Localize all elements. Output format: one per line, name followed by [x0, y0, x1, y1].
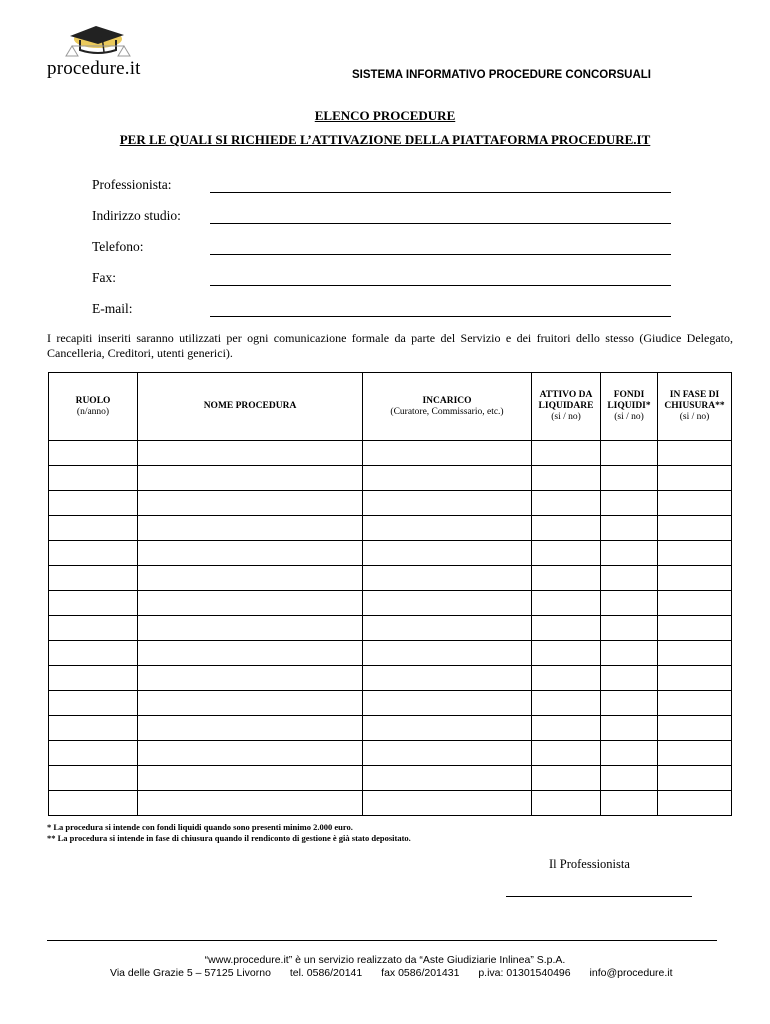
- table-cell-attivo-da-liquidare[interactable]: [532, 566, 601, 591]
- table-cell-ruolo[interactable]: [49, 491, 138, 516]
- table-cell-nome-procedura[interactable]: [138, 591, 363, 616]
- table-cell-attivo-da-liquidare[interactable]: [532, 791, 601, 816]
- table-cell-incarico[interactable]: [363, 641, 532, 666]
- table-cell-ruolo[interactable]: [49, 741, 138, 766]
- footer-fax: fax 0586/201431: [381, 967, 460, 979]
- table-cell-incarico[interactable]: [363, 666, 532, 691]
- table-row: [49, 691, 732, 716]
- table-cell-in-fase-di-chiusura[interactable]: [658, 716, 732, 741]
- logo-text: procedure.it: [47, 58, 141, 79]
- table-cell-incarico[interactable]: [363, 591, 532, 616]
- table-cell-fondi-liquidi[interactable]: [601, 441, 658, 466]
- table-row: [49, 716, 732, 741]
- table-cell-in-fase-di-chiusura[interactable]: [658, 666, 732, 691]
- table-cell-nome-procedura[interactable]: [138, 516, 363, 541]
- column-header-ruolo: RUOLO (n/anno): [49, 373, 138, 441]
- table-cell-incarico[interactable]: [363, 691, 532, 716]
- table-cell-ruolo[interactable]: [49, 691, 138, 716]
- table-cell-attivo-da-liquidare[interactable]: [532, 516, 601, 541]
- table-cell-nome-procedura[interactable]: [138, 466, 363, 491]
- table-cell-nome-procedura[interactable]: [138, 691, 363, 716]
- table-cell-nome-procedura[interactable]: [138, 666, 363, 691]
- table-cell-incarico[interactable]: [363, 791, 532, 816]
- table-cell-ruolo[interactable]: [49, 566, 138, 591]
- footer-service-credit: “www.procedure.it” è un servizio realizzato da “Aste Giudiziarie Inlinea” S.p.A.: [204, 954, 566, 966]
- table-cell-fondi-liquidi[interactable]: [601, 666, 658, 691]
- table-row: [49, 666, 732, 691]
- table-cell-incarico[interactable]: [363, 466, 532, 491]
- table-row: [49, 466, 732, 491]
- table-row: [49, 566, 732, 591]
- table-cell-incarico[interactable]: [363, 516, 532, 541]
- column-header-attivo-da-liquidare: ATTIVO DA LIQUIDARE (si / no): [532, 373, 601, 441]
- table-cell-in-fase-di-chiusura[interactable]: [658, 766, 732, 791]
- field-line-fax[interactable]: [210, 284, 671, 286]
- contact-notice: I recapiti inseriti saranno utilizzati per ogni comunicazione formale da parte del Servizio e dei fruitori dello stesso (Giudice Delegato, Cancelleria, Creditori, utenti generici).: [47, 331, 733, 360]
- field-line-telefono[interactable]: [210, 253, 671, 255]
- table-cell-fondi-liquidi[interactable]: [601, 541, 658, 566]
- table-header-row: [49, 373, 732, 441]
- table-cell-nome-procedura[interactable]: [138, 791, 363, 816]
- table-cell-fondi-liquidi[interactable]: [601, 791, 658, 816]
- field-label-fax: Fax:: [92, 270, 117, 285]
- table-cell-nome-procedura[interactable]: [138, 741, 363, 766]
- table-cell-attivo-da-liquidare[interactable]: [532, 441, 601, 466]
- table-cell-nome-procedura[interactable]: [138, 491, 363, 516]
- table-cell-incarico[interactable]: [363, 441, 532, 466]
- table-cell-fondi-liquidi[interactable]: [601, 591, 658, 616]
- table-cell-in-fase-di-chiusura[interactable]: [658, 441, 732, 466]
- field-label-email: E-mail:: [92, 301, 133, 316]
- footer-address: Via delle Grazie 5 – 57125 Livorno: [110, 967, 271, 979]
- footer-divider: [47, 940, 717, 941]
- column-header-in-fase-di-chiusura: IN FASE DI CHIUSURA** (si / no): [658, 373, 732, 441]
- table-row: [49, 516, 732, 541]
- table-cell-in-fase-di-chiusura[interactable]: [658, 541, 732, 566]
- table-cell-attivo-da-liquidare[interactable]: [532, 616, 601, 641]
- table-cell-ruolo[interactable]: [49, 666, 138, 691]
- table-cell-attivo-da-liquidare[interactable]: [532, 491, 601, 516]
- table-cell-nome-procedura[interactable]: [138, 616, 363, 641]
- table-cell-ruolo[interactable]: [49, 791, 138, 816]
- table-cell-nome-procedura[interactable]: [138, 541, 363, 566]
- table-cell-ruolo[interactable]: [49, 541, 138, 566]
- table-cell-attivo-da-liquidare[interactable]: [532, 541, 601, 566]
- table-cell-fondi-liquidi[interactable]: [601, 766, 658, 791]
- footer-piva: p.iva: 01301540496: [478, 967, 571, 979]
- table-cell-fondi-liquidi[interactable]: [601, 691, 658, 716]
- procedures-table: [48, 372, 732, 816]
- table-row: [49, 441, 732, 466]
- table-cell-in-fase-di-chiusura[interactable]: [658, 691, 732, 716]
- footer-contacts: [110, 967, 689, 979]
- table-cell-attivo-da-liquidare[interactable]: [532, 766, 601, 791]
- table-cell-attivo-da-liquidare[interactable]: [532, 741, 601, 766]
- system-title: SISTEMA INFORMATIVO PROCEDURE CONCORSUALI: [352, 69, 652, 81]
- procedure-it-logo: [44, 22, 164, 80]
- table-cell-fondi-liquidi[interactable]: [601, 466, 658, 491]
- table-cell-in-fase-di-chiusura[interactable]: [658, 491, 732, 516]
- field-line-email[interactable]: [210, 315, 671, 317]
- table-cell-ruolo[interactable]: [49, 516, 138, 541]
- table-cell-in-fase-di-chiusura[interactable]: [658, 591, 732, 616]
- table-cell-ruolo[interactable]: [49, 641, 138, 666]
- table-cell-ruolo[interactable]: [49, 441, 138, 466]
- table-body: [49, 441, 732, 816]
- table-cell-attivo-da-liquidare[interactable]: [532, 716, 601, 741]
- table-cell-nome-procedura[interactable]: [138, 641, 363, 666]
- table-cell-incarico[interactable]: [363, 716, 532, 741]
- table-cell-ruolo[interactable]: [49, 466, 138, 491]
- footnote-fase-chiusura: ** La procedura si intende in fase di chiusura quando il rendiconto di gestione è già stato depositato.: [47, 833, 411, 843]
- field-label-indirizzo: Indirizzo studio:: [92, 208, 181, 223]
- table-cell-fondi-liquidi[interactable]: [601, 741, 658, 766]
- table-row: [49, 591, 732, 616]
- table-cell-ruolo[interactable]: [49, 616, 138, 641]
- table-cell-in-fase-di-chiusura[interactable]: [658, 516, 732, 541]
- table-cell-ruolo[interactable]: [49, 766, 138, 791]
- table-row: [49, 491, 732, 516]
- table-cell-attivo-da-liquidare[interactable]: [532, 466, 601, 491]
- table-cell-attivo-da-liquidare[interactable]: [532, 591, 601, 616]
- table-cell-nome-procedura[interactable]: [138, 566, 363, 591]
- table-cell-incarico[interactable]: [363, 616, 532, 641]
- column-header-fondi-liquidi: FONDI LIQUIDI* (si / no): [601, 373, 658, 441]
- table-cell-fondi-liquidi[interactable]: [601, 516, 658, 541]
- field-line-professionista[interactable]: [210, 191, 671, 193]
- footnotes: [47, 822, 411, 844]
- table-cell-ruolo[interactable]: [49, 716, 138, 741]
- table-cell-in-fase-di-chiusura[interactable]: [658, 741, 732, 766]
- table-cell-attivo-da-liquidare[interactable]: [532, 641, 601, 666]
- column-header-nome-procedura: NOME PROCEDURA: [138, 373, 363, 441]
- table-cell-incarico[interactable]: [363, 741, 532, 766]
- footer-email: info@procedure.it: [589, 967, 673, 979]
- signature-line[interactable]: [506, 896, 692, 897]
- footer-tel: tel. 0586/20141: [289, 967, 363, 979]
- table-cell-in-fase-di-chiusura[interactable]: [658, 791, 732, 816]
- table-cell-attivo-da-liquidare[interactable]: [532, 691, 601, 716]
- field-line-indirizzo[interactable]: [210, 222, 671, 224]
- table-row: [49, 541, 732, 566]
- table-cell-fondi-liquidi[interactable]: [601, 616, 658, 641]
- document-subtitle: PER LE QUALI SI RICHIEDE L’ATTIVAZIONE DELLA PIATTAFORMA PROCEDURE.IT: [119, 132, 651, 147]
- table-cell-fondi-liquidi[interactable]: [601, 491, 658, 516]
- table-cell-attivo-da-liquidare[interactable]: [532, 666, 601, 691]
- table-cell-in-fase-di-chiusura[interactable]: [658, 641, 732, 666]
- table-row: [49, 641, 732, 666]
- table-cell-fondi-liquidi[interactable]: [601, 716, 658, 741]
- table-cell-ruolo[interactable]: [49, 591, 138, 616]
- table-cell-in-fase-di-chiusura[interactable]: [658, 466, 732, 491]
- table-cell-fondi-liquidi[interactable]: [601, 566, 658, 591]
- table-cell-nome-procedura[interactable]: [138, 766, 363, 791]
- table-cell-incarico[interactable]: [363, 491, 532, 516]
- table-cell-incarico[interactable]: [363, 766, 532, 791]
- table-cell-nome-procedura[interactable]: [138, 716, 363, 741]
- table-cell-fondi-liquidi[interactable]: [601, 641, 658, 666]
- signature-label: Il Professionista: [549, 857, 630, 871]
- footnote-fondi-liquidi: * La procedura si intende con fondi liquidi quando sono presenti minimo 2.000 euro.: [47, 822, 353, 832]
- table-row: [49, 741, 732, 766]
- column-header-incarico: INCARICO (Curatore, Commissario, etc.): [363, 373, 532, 441]
- table-row: [49, 616, 732, 641]
- table-cell-in-fase-di-chiusura[interactable]: [658, 616, 732, 641]
- table-cell-incarico[interactable]: [363, 541, 532, 566]
- document-title: ELENCO PROCEDURE: [314, 108, 456, 123]
- table-row: [49, 791, 732, 816]
- table-row: [49, 766, 732, 791]
- field-label-telefono: Telefono:: [92, 239, 144, 254]
- field-label-professionista: Professionista:: [92, 177, 172, 192]
- table-cell-nome-procedura[interactable]: [138, 441, 363, 466]
- table-cell-incarico[interactable]: [363, 566, 532, 591]
- graduation-cap-scales-icon: [44, 22, 164, 62]
- table-cell-in-fase-di-chiusura[interactable]: [658, 566, 732, 591]
